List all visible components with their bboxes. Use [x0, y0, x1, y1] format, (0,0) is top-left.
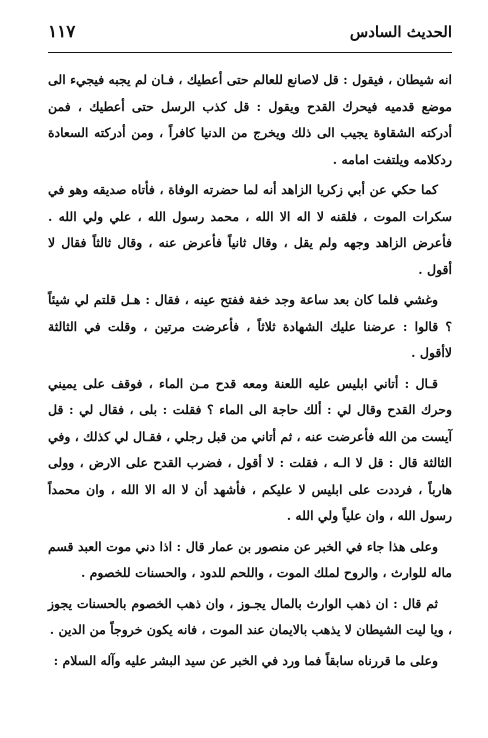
paragraph: ثم قال : ان ذهب الوارث بالمال يجـوز ، وان ذهب الخصوم بالحسنات يجوز ، ويا ليت الشيطان لا يذهب بالايمان عند الموت ، فانه يكون خروجاً من الدين . [48, 595, 452, 637]
paragraph: انه شيطان ، فيقول : قل لاصانع للعالم حتى أعطيك ، فـان لم يجبه فيجيء الى موضع قدميه فيحرك القدح ويقول : قل كذب الرسل حتى أعطيك ، فمن أدركته الشقاوة يجيب الى ذلك ويخرج من الدنيا كافراً ، ومن أدركته السعادة ردكلامه ويلتفت امامه . [48, 72, 452, 167]
paragraph: وعلى هذا جاء في الخبر عن منصور بن عمار قال : اذا دني موت العبد قسم ماله للوارث ، والروح لملك الموت ، واللحم للدود ، والحسنات للخصوم . [48, 538, 452, 580]
paragraph: وعلى ما قررناه سابقاً فما ورد في الخبر عن سيد البشر عليه وآله السلام : [53, 652, 438, 668]
paragraph: كما حكي عن أبي زكريا الزاهد أنه لما حضرته الوفاة ، فأتاه صديقه وهو في سكرات الموت ، فلقنه لا اله الا الله ، محمد رسول الله ، علي ولي الله . فأعرض الزاهد وجهه ولم يقل ، وقال ثانياً فأعرض عنه ، وقال ثالثاً فقال لا أقول . [48, 182, 452, 277]
chapter-title: الحديث السادس [349, 23, 452, 41]
header-rule [48, 52, 452, 53]
paragraph: قـال : أتاني ابليس عليه اللعنة ومعه قدح مـن الماء ، فوقف على يميني وحرك القدح وقال لي : ألك حاجة الى الماء ؟ فقلت : بلى ، فقال لي : قل آيست من الله فأعرضت عنه ، ثم أتاني من قبل رجلي ، فقـال لي كذلك ، وفي الثالثة قال : قل لا الـه ، فقلت : لا أقول ، فضرب القدح على الارض ، وولى هارباً ، فرددت على ابليس لا عليكم ، فأشهد أن لا اله الا الله ، وان محمداً رسول الله ، وان علياً ولي الله . [48, 375, 452, 523]
running-header [48, 22, 452, 48]
body-text [48, 67, 452, 674]
page-number: ١١٧ [48, 22, 76, 42]
paragraph: وغشي فلما كان بعد ساعة وجد خفة ففتح عينه ، فقال : هـل قلتم لي شيئاً ؟ قالوا : عرضنا عليك الشهادة ثلاثاً ، فأعرضت مرتين ، وقلت في الثالثة لاأقول . [48, 292, 452, 360]
